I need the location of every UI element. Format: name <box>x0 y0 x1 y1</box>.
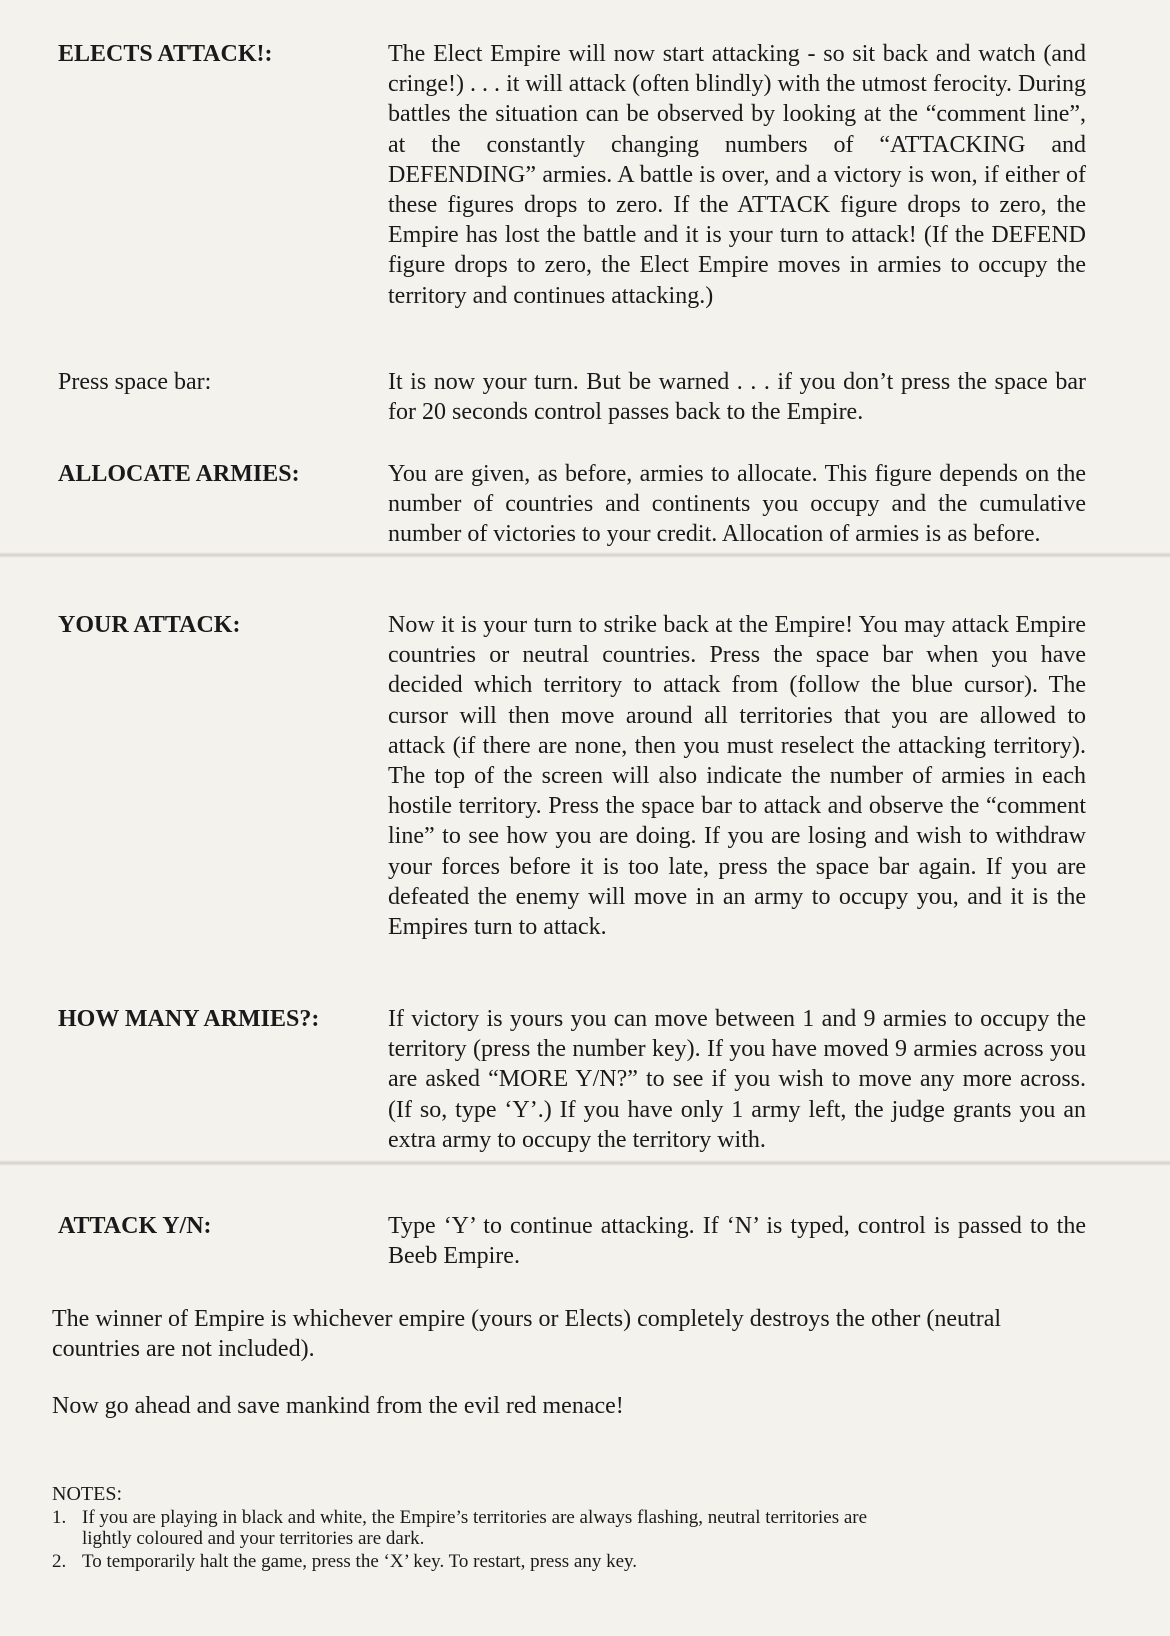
paper-fold <box>0 552 1170 558</box>
note-number: 2. <box>52 1551 67 1572</box>
note-text <box>82 1551 1102 1572</box>
paper-fold <box>0 1160 1170 1166</box>
section-label-how-many-armies: HOW MANY ARMIES?: <box>58 1006 320 1032</box>
section-label-press-space-bar: Press space bar: <box>58 369 212 395</box>
section-text-allocate-armies: You are given, as before, armies to allocate. This figure depends on the number of countries and continents you occupy and the cumulative number of victories to your credit. Allocation of armies is as before. <box>388 461 1086 548</box>
note-item <box>52 1507 1112 1551</box>
section-label-elects-attack: ELECTS ATTACK!: <box>58 41 273 67</box>
note-line: If you are playing in black and white, the Empire’s territories are always flashing, neutral territories are <box>82 1507 868 1528</box>
go-ahead-paragraph: Now go ahead and save mankind from the evil red menace! <box>52 1393 624 1419</box>
note-item <box>52 1551 1112 1575</box>
section-text-press-space-bar: It is now your turn. But be warned . . . if you don’t press the space bar for 20 seconds control passes back to the Empire. <box>388 369 1086 426</box>
section-text-your-attack: Now it is your turn to strike back at the Empire! You may attack Empire countries or neutral countries. Press the space bar when you have decided which territory to attack from (follow the blue cursor). The cursor will then move around all territories that you are allowed to attack (if there are none, then you must reselect the attacking territory). The top of the screen will also indicate the number of armies in each hostile territory. Press the space bar to attack and observe the “comment line” to see how you are doing. If you are losing and wish to withdraw your forces before it is too late, press the space bar again. If you are defeated the enemy will move in an army to occupy you, and it is the Empires turn to attack. <box>388 612 1086 941</box>
section-text-how-many-armies: If victory is yours you can move between 1 and 9 armies to occupy the territory (press the number key). If you have moved 9 armies across you are asked “MORE Y/N?” to see if you wish to move any more across. (If so, type ‘Y’.) If you have only 1 army left, the judge grants you an extra army to occupy the territory with. <box>388 1006 1086 1153</box>
note-line: lightly coloured and your territories are dark. <box>82 1528 425 1549</box>
section-text-elects-attack: The Elect Empire will now start attacking - so sit back and watch (and cringe!) . . . it will attack (often blindly) with the utmost ferocity. During battles the situation can be observed by looking at the “comment line”, at the constantly changing numbers of “ATTACKING and DEFENDING” armies. A battle is over, and a victory is won, if either of these figures drops to zero. If the ATTACK figure drops to zero, the Empire has lost the battle and it is your turn to attack! (If the DEFEND figure drops to zero, the Elect Empire moves in armies to occupy the territory and continues attacking.) <box>388 41 1086 309</box>
note-number: 1. <box>52 1507 67 1528</box>
notes-heading: NOTES: <box>52 1483 122 1505</box>
note-line: To temporarily halt the game, press the ‘X’ key. To restart, press any key. <box>82 1551 638 1572</box>
section-text-attack-yn: Type ‘Y’ to continue attacking. If ‘N’ is typed, control is passed to the Beeb Empire. <box>388 1213 1086 1270</box>
winner-paragraph: The winner of Empire is whichever empire (yours or Elects) completely destroys the other (neutral countries are not included). <box>52 1306 1002 1362</box>
section-label-attack-yn: ATTACK Y/N: <box>58 1213 212 1239</box>
section-label-allocate-armies: ALLOCATE ARMIES: <box>58 461 300 487</box>
section-label-your-attack: YOUR ATTACK: <box>58 612 241 638</box>
note-text <box>82 1507 1102 1549</box>
